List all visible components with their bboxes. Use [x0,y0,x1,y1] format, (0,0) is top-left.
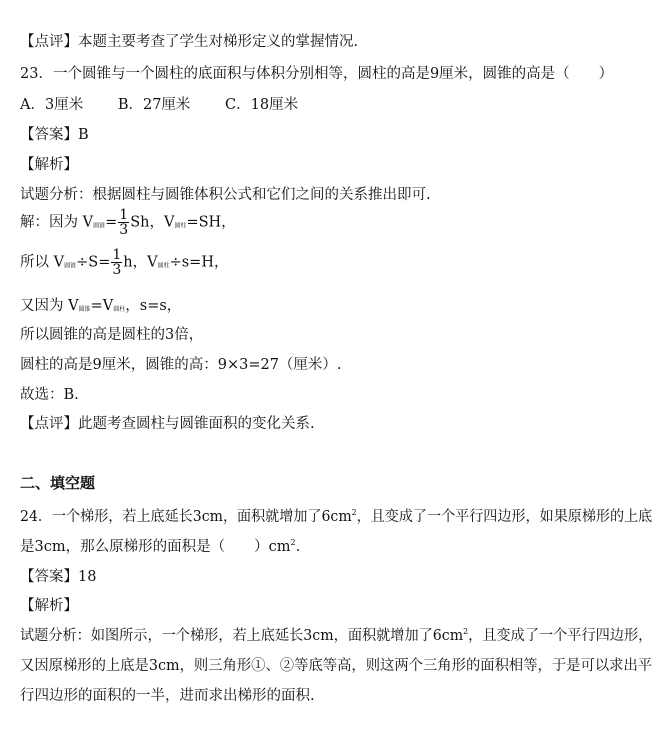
q23-options [20,93,298,114]
q24-analysis-line-3: 行四边形的面积的一半，进而求出梯形的面积. [20,688,315,704]
q23-analysis-line-7: 故选：B. [20,387,79,403]
text-fragment: ，s=s， [125,298,182,314]
q23-analysis-line-1: 试题分析：根据圆柱与圆锥体积公式和它们之间的关系推出即可. [20,187,431,203]
q24-analysis-line-1 [20,624,652,645]
text-fragment: 所以 V [20,254,65,271]
q23-option-b: B．27厘米 [117,97,191,113]
text-fragment: ，且变成了一个平行四边形， [468,628,653,644]
q23-comment: 【点评】此题考查圆柱与圆锥面积的变化关系. [20,416,315,432]
q23-question: 23．一个圆锥与一个圆柱的底面积与体积分别相等，圆柱的高是9厘米，圆锥的高是（ ） [20,66,614,82]
superscript: 2 [290,538,296,547]
section-title: 二、填空题 [20,474,96,492]
subscript: 圆锥 [93,222,106,230]
text-fragment: Sh，V [130,214,175,231]
subscript: 圆锥 [64,262,77,270]
q23-analysis-line-2 [20,208,236,237]
q24-analysis-line-2: 又因原梯形的上底是3cm，则三角形①、②等底等高，则这两个三角形的面积相等，于是可以求出平 [20,658,653,674]
q23-analysis-line-6: 圆柱的高是9厘米，圆锥的高：9×3=27（厘米）. [20,357,342,373]
q23-analysis-line-3 [20,248,228,277]
text-fragment: h，V [123,254,158,271]
text-fragment: 又因为 V [20,298,79,314]
fraction-numerator: 1 [119,207,129,223]
q23-option-c: C．18厘米 [225,97,299,113]
q23-option-a: A．3厘米 [20,97,84,113]
subscript: 圆柱 [174,222,187,230]
q23-analysis-line-5: 所以圆锥的高是圆柱的3倍， [20,327,204,343]
fraction-denominator: 3 [112,262,122,278]
q23-answer: 【答案】B [20,127,89,143]
q24-answer: 【答案】18 [20,569,97,585]
superscript: 2 [463,627,469,636]
subscript: 圆柱 [113,306,126,313]
text-fragment: 24．一个梯形，若上底延长3cm，面积就增加了6cm [20,509,352,525]
text-fragment: ÷S= [76,254,111,271]
text-fragment: 解：因为 V [20,214,94,231]
fraction-numerator: 1 [112,247,122,263]
text-fragment: ，且变成了一个平行四边形，如果原梯形的上底 [356,509,653,525]
q24-question-line-1 [20,505,652,526]
fraction [111,248,122,277]
q24-question-line-2 [20,535,300,556]
q23-analysis-line-4 [20,294,181,315]
fraction [118,208,129,237]
superscript: 2 [351,508,357,517]
subscript: 圆柱 [157,262,170,270]
text-fragment: ÷s=H， [169,254,229,271]
text-fragment: 是3cm，那么原梯形的面积是（ ）cm [20,539,291,555]
q22-comment: 【点评】本题主要考查了学生对梯形定义的掌握情况. [20,34,359,50]
text-fragment: . [295,539,301,555]
fraction-denominator: 3 [119,222,129,238]
q24-analysis-title: 【解析】 [20,598,78,614]
text-fragment: =V [90,298,114,314]
q23-analysis-title: 【解析】 [20,157,78,173]
text-fragment: =SH， [186,214,236,231]
text-fragment: = [105,214,118,231]
subscript: 圆锥 [78,306,91,313]
text-fragment: 试题分析：如图所示，一个梯形，若上底延长3cm，面积就增加了6cm [20,628,464,644]
